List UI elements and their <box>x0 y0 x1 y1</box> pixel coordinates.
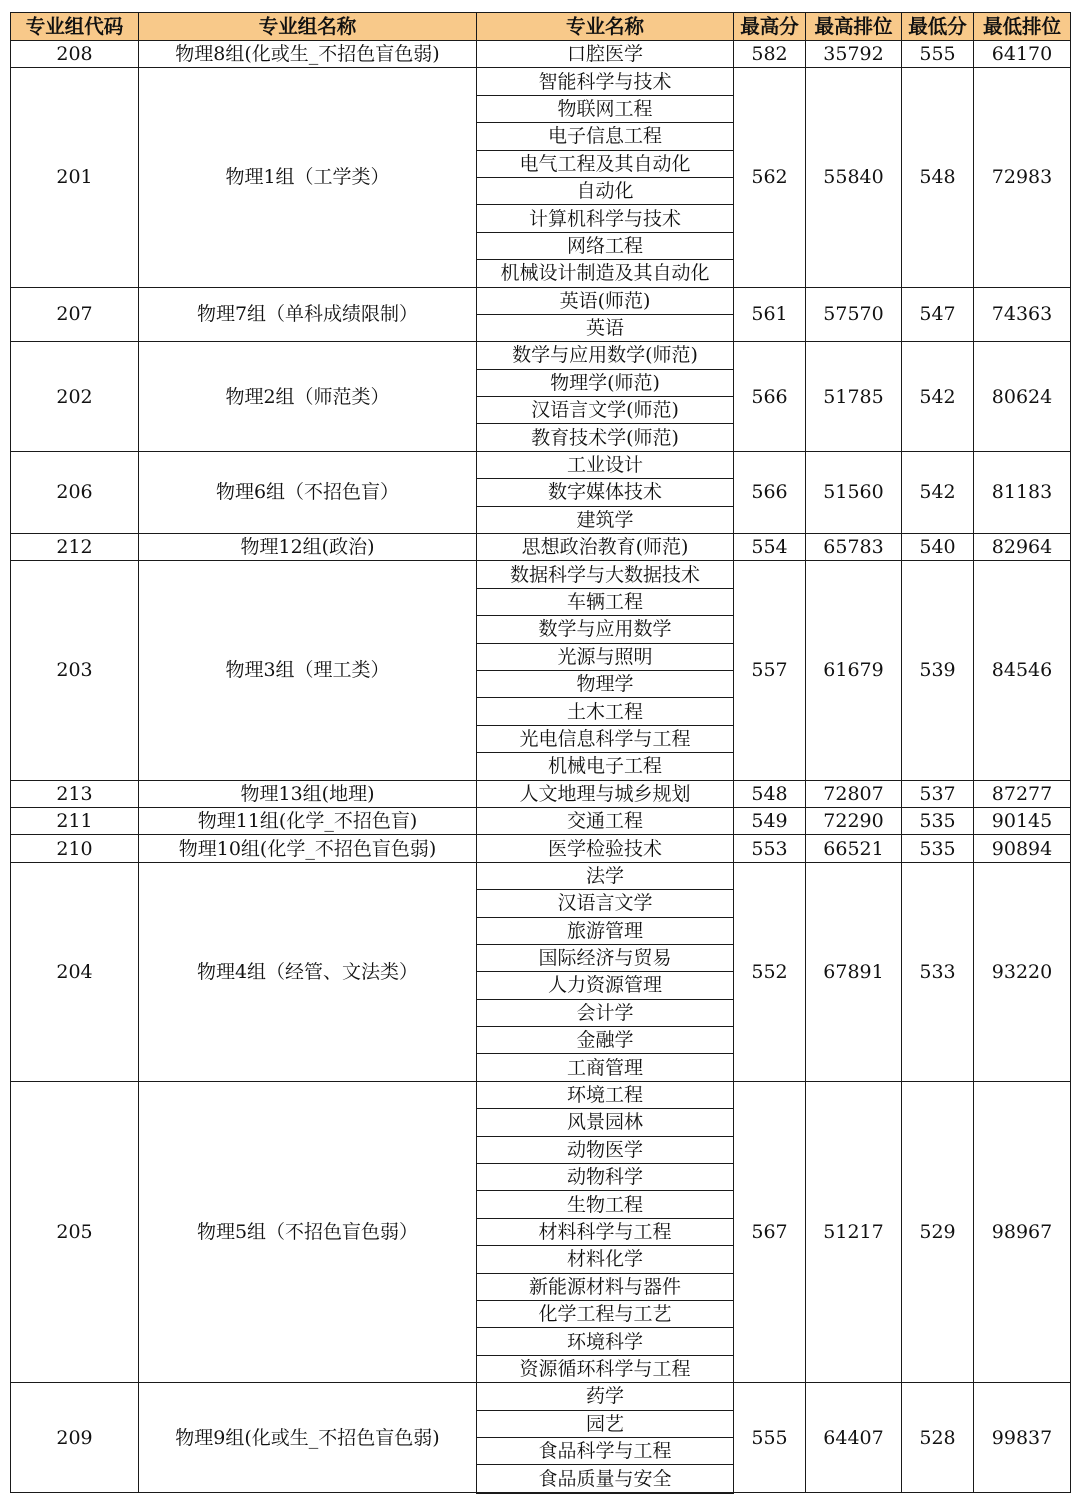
major-name-cell: 智能科学与技术 <box>477 68 734 95</box>
min-rank-cell: 72983 <box>974 68 1071 287</box>
major-name-cell: 新能源材料与器件 <box>477 1273 734 1300</box>
group-code-cell: 201 <box>11 68 139 287</box>
max-score-cell: 548 <box>734 780 806 807</box>
table-row <box>11 68 1071 95</box>
min-score-cell: 542 <box>902 342 974 452</box>
major-name-cell: 电气工程及其自动化 <box>477 150 734 177</box>
table-row <box>11 342 1071 369</box>
min-score-cell: 539 <box>902 561 974 780</box>
major-name-cell: 物理学(师范) <box>477 369 734 396</box>
group-name-cell: 物理7组（单科成绩限制） <box>139 287 477 342</box>
group-name-cell: 物理1组（工学类） <box>139 68 477 287</box>
major-name-cell: 英语(师范) <box>477 287 734 314</box>
group-name-cell: 物理2组（师范类） <box>139 342 477 452</box>
table-body <box>11 41 1071 1493</box>
max-score-cell: 554 <box>734 534 806 561</box>
max-rank-cell: 55840 <box>806 68 902 287</box>
max-score-cell: 566 <box>734 342 806 452</box>
max-rank-cell: 67891 <box>806 862 902 1081</box>
group-code-cell: 203 <box>11 561 139 780</box>
major-name-cell: 物理学 <box>477 670 734 697</box>
group-code-cell: 206 <box>11 451 139 533</box>
group-code-cell: 205 <box>11 1081 139 1382</box>
header-min-rank: 最低排位 <box>974 13 1071 41</box>
major-name-cell: 环境工程 <box>477 1081 734 1108</box>
min-rank-cell: 81183 <box>974 451 1071 533</box>
max-rank-cell: 51785 <box>806 342 902 452</box>
major-name-cell: 动物医学 <box>477 1136 734 1163</box>
major-name-cell: 物联网工程 <box>477 95 734 122</box>
max-rank-cell: 51560 <box>806 451 902 533</box>
major-name-cell: 生物工程 <box>477 1191 734 1218</box>
table-row <box>11 1383 1071 1410</box>
major-name-cell: 车辆工程 <box>477 588 734 615</box>
min-rank-cell: 80624 <box>974 342 1071 452</box>
min-rank-cell: 90145 <box>974 807 1071 834</box>
min-rank-cell: 74363 <box>974 287 1071 342</box>
major-name-cell: 土木工程 <box>477 698 734 725</box>
major-name-cell: 人文地理与城乡规划 <box>477 780 734 807</box>
major-name-cell: 光电信息科学与工程 <box>477 725 734 752</box>
max-score-cell: 553 <box>734 835 806 862</box>
max-rank-cell: 65783 <box>806 534 902 561</box>
major-name-cell: 旅游管理 <box>477 917 734 944</box>
table-row <box>11 534 1071 561</box>
group-code-cell: 204 <box>11 862 139 1081</box>
major-name-cell: 园艺 <box>477 1410 734 1437</box>
group-name-cell: 物理10组(化学_不招色盲色弱) <box>139 835 477 862</box>
max-score-cell: 562 <box>734 68 806 287</box>
table-row <box>11 561 1071 588</box>
major-name-cell: 建筑学 <box>477 506 734 533</box>
table-row <box>11 862 1071 889</box>
major-name-cell: 机械电子工程 <box>477 753 734 780</box>
major-name-cell: 汉语言文学 <box>477 890 734 917</box>
group-code-cell: 213 <box>11 780 139 807</box>
major-name-cell: 教育技术学(师范) <box>477 424 734 451</box>
major-name-cell: 动物科学 <box>477 1164 734 1191</box>
group-code-cell: 207 <box>11 287 139 342</box>
min-score-cell: 548 <box>902 68 974 287</box>
major-name-cell: 数字媒体技术 <box>477 479 734 506</box>
major-name-cell: 工商管理 <box>477 1054 734 1081</box>
max-score-cell: 566 <box>734 451 806 533</box>
min-rank-cell: 87277 <box>974 780 1071 807</box>
table-row <box>11 451 1071 478</box>
min-score-cell: 535 <box>902 807 974 834</box>
min-score-cell: 540 <box>902 534 974 561</box>
max-rank-cell: 64407 <box>806 1383 902 1493</box>
min-rank-cell: 82964 <box>974 534 1071 561</box>
major-name-cell: 环境科学 <box>477 1328 734 1355</box>
max-score-cell: 555 <box>734 1383 806 1493</box>
group-name-cell: 物理8组(化或生_不招色盲色弱) <box>139 41 477 68</box>
group-name-cell: 物理9组(化或生_不招色盲色弱) <box>139 1383 477 1493</box>
major-name-cell: 汉语言文学(师范) <box>477 397 734 424</box>
max-score-cell: 582 <box>734 41 806 68</box>
table-row <box>11 780 1071 807</box>
major-name-cell: 机械设计制造及其自动化 <box>477 260 734 287</box>
major-name-cell: 光源与照明 <box>477 643 734 670</box>
max-rank-cell: 61679 <box>806 561 902 780</box>
min-score-cell: 535 <box>902 835 974 862</box>
min-score-cell: 537 <box>902 780 974 807</box>
major-name-cell: 数据科学与大数据技术 <box>477 561 734 588</box>
group-name-cell: 物理13组(地理) <box>139 780 477 807</box>
major-name-cell: 交通工程 <box>477 807 734 834</box>
header-major-name: 专业名称 <box>477 13 734 41</box>
group-code-cell: 202 <box>11 342 139 452</box>
group-name-cell: 物理5组（不招色盲色弱） <box>139 1081 477 1382</box>
table-row <box>11 1081 1071 1108</box>
major-name-cell: 工业设计 <box>477 451 734 478</box>
group-code-cell: 212 <box>11 534 139 561</box>
major-name-cell: 口腔医学 <box>477 41 734 68</box>
min-rank-cell: 93220 <box>974 862 1071 1081</box>
major-name-cell: 化学工程与工艺 <box>477 1300 734 1327</box>
min-rank-cell: 84546 <box>974 561 1071 780</box>
major-name-cell: 英语 <box>477 314 734 341</box>
table-row <box>11 41 1071 68</box>
group-name-cell: 物理4组（经管、文法类） <box>139 862 477 1081</box>
group-name-cell: 物理12组(政治) <box>139 534 477 561</box>
max-rank-cell: 57570 <box>806 287 902 342</box>
min-rank-cell: 99837 <box>974 1383 1071 1493</box>
major-name-cell: 药学 <box>477 1383 734 1410</box>
header-group-name: 专业组名称 <box>139 13 477 41</box>
min-rank-cell: 98967 <box>974 1081 1071 1382</box>
header-max-rank: 最高排位 <box>806 13 902 41</box>
min-score-cell: 547 <box>902 287 974 342</box>
header-group-code: 专业组代码 <box>11 13 139 41</box>
table-row <box>11 287 1071 314</box>
max-score-cell: 557 <box>734 561 806 780</box>
major-name-cell: 自动化 <box>477 177 734 204</box>
group-code-cell: 208 <box>11 41 139 68</box>
max-rank-cell: 51217 <box>806 1081 902 1382</box>
min-score-cell: 529 <box>902 1081 974 1382</box>
major-name-cell: 食品质量与安全 <box>477 1465 734 1493</box>
max-rank-cell: 35792 <box>806 41 902 68</box>
major-name-cell: 电子信息工程 <box>477 123 734 150</box>
min-rank-cell: 90894 <box>974 835 1071 862</box>
major-name-cell: 数学与应用数学(师范) <box>477 342 734 369</box>
admission-score-table <box>10 12 1071 1494</box>
major-name-cell: 法学 <box>477 862 734 889</box>
group-code-cell: 210 <box>11 835 139 862</box>
min-score-cell: 542 <box>902 451 974 533</box>
major-name-cell: 计算机科学与技术 <box>477 205 734 232</box>
group-code-cell: 209 <box>11 1383 139 1493</box>
group-name-cell: 物理3组（理工类） <box>139 561 477 780</box>
major-name-cell: 风景园林 <box>477 1109 734 1136</box>
major-name-cell: 资源循环科学与工程 <box>477 1355 734 1382</box>
group-name-cell: 物理11组(化学_不招色盲) <box>139 807 477 834</box>
max-score-cell: 552 <box>734 862 806 1081</box>
group-name-cell: 物理6组（不招色盲） <box>139 451 477 533</box>
min-score-cell: 533 <box>902 862 974 1081</box>
major-name-cell: 网络工程 <box>477 232 734 259</box>
group-code-cell: 211 <box>11 807 139 834</box>
min-score-cell: 555 <box>902 41 974 68</box>
header-max-score: 最高分 <box>734 13 806 41</box>
major-name-cell: 数学与应用数学 <box>477 616 734 643</box>
max-rank-cell: 72290 <box>806 807 902 834</box>
min-rank-cell: 64170 <box>974 41 1071 68</box>
major-name-cell: 金融学 <box>477 1027 734 1054</box>
major-name-cell: 食品科学与工程 <box>477 1437 734 1464</box>
major-name-cell: 材料科学与工程 <box>477 1218 734 1245</box>
max-score-cell: 567 <box>734 1081 806 1382</box>
major-name-cell: 人力资源管理 <box>477 972 734 999</box>
header-row <box>11 13 1071 41</box>
major-name-cell: 会计学 <box>477 999 734 1026</box>
max-rank-cell: 72807 <box>806 780 902 807</box>
max-score-cell: 549 <box>734 807 806 834</box>
table-row <box>11 807 1071 834</box>
max-rank-cell: 66521 <box>806 835 902 862</box>
major-name-cell: 国际经济与贸易 <box>477 944 734 971</box>
max-score-cell: 561 <box>734 287 806 342</box>
header-min-score: 最低分 <box>902 13 974 41</box>
min-score-cell: 528 <box>902 1383 974 1493</box>
major-name-cell: 思想政治教育(师范) <box>477 534 734 561</box>
major-name-cell: 医学检验技术 <box>477 835 734 862</box>
major-name-cell: 材料化学 <box>477 1246 734 1273</box>
table-row <box>11 835 1071 862</box>
